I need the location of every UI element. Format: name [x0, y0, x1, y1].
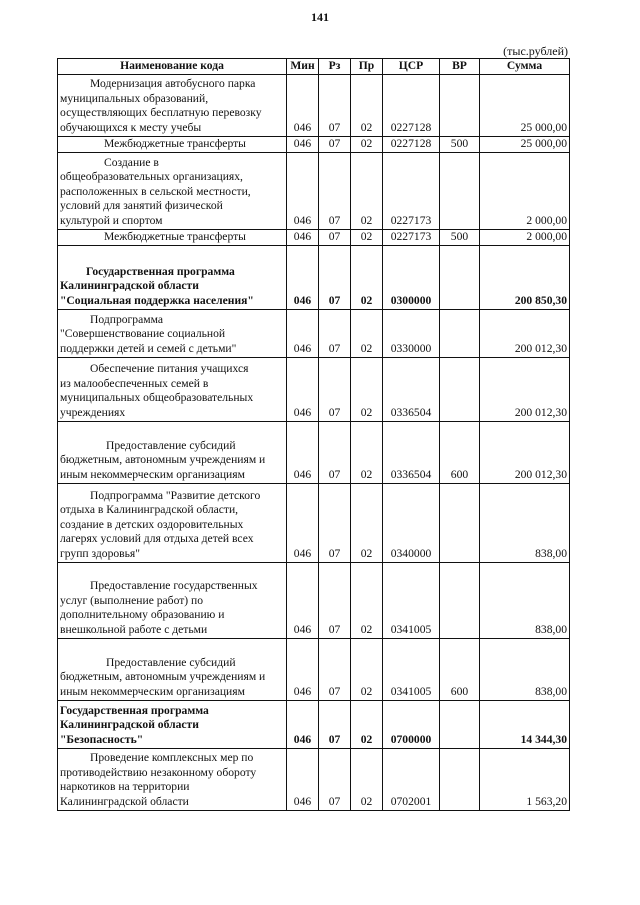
row-name-text: Межбюджетные трансферты	[104, 137, 246, 150]
row-min: 046	[287, 136, 319, 152]
row-name	[58, 245, 287, 309]
row-name-text: Предоставление государственных услуг (выполнение работ) по дополнительному образованию и внешкольной работе с детьми	[60, 579, 258, 636]
row-sum: 838,00	[480, 483, 570, 562]
header-min: Мин	[287, 59, 319, 75]
row-csr: 0227128	[383, 74, 440, 136]
row-vr	[440, 245, 480, 309]
row-name-text: Государственная программа Калининградской области "Безопасность"	[60, 703, 209, 746]
header-name: Наименование кода	[58, 59, 287, 75]
row-pr: 02	[351, 136, 383, 152]
row-vr	[440, 748, 480, 810]
page-number: 141	[311, 10, 329, 24]
table-row	[58, 245, 570, 309]
row-min: 046	[287, 357, 319, 421]
row-name	[58, 74, 287, 136]
row-name-text: Обеспечение питания учащихся из малообеспеченных семей в муниципальных общеобразовательных учреждениях	[60, 362, 254, 419]
row-name-text: Государственная программа Калининградской области "Социальная поддержка населения"	[60, 264, 254, 307]
row-rz: 07	[319, 638, 351, 700]
row-min: 046	[287, 638, 319, 700]
row-name	[58, 638, 287, 700]
row-rz: 07	[319, 421, 351, 483]
row-csr: 0330000	[383, 309, 440, 357]
row-name-text: Подпрограмма "Совершенствование социальной поддержки детей и семей с детьми"	[60, 312, 237, 355]
table-row	[58, 309, 570, 357]
row-vr	[440, 357, 480, 421]
row-name	[58, 357, 287, 421]
row-csr: 0227128	[383, 136, 440, 152]
row-name	[58, 562, 287, 638]
row-vr: 500	[440, 136, 480, 152]
row-rz: 07	[319, 700, 351, 748]
row-csr: 0340000	[383, 483, 440, 562]
row-pr: 02	[351, 152, 383, 229]
row-vr	[440, 74, 480, 136]
table-row	[58, 562, 570, 638]
row-pr: 02	[351, 357, 383, 421]
row-name	[58, 748, 287, 810]
row-pr: 02	[351, 245, 383, 309]
row-pr: 02	[351, 483, 383, 562]
row-name	[58, 136, 287, 152]
units-label: (тыс.рублей)	[503, 44, 568, 58]
row-name-text: Подпрограмма "Развитие детского отдыха в Калининградской области, создание в детских оздоровительных лагерях условий для отдыха детей всех групп здоровья"	[60, 488, 261, 560]
budget-table	[57, 58, 570, 811]
row-csr: 0336504	[383, 357, 440, 421]
row-sum: 14 344,30	[480, 700, 570, 748]
row-pr: 02	[351, 74, 383, 136]
row-min: 046	[287, 309, 319, 357]
row-name-text: Межбюджетные трансферты	[104, 230, 246, 243]
row-csr: 0702001	[383, 748, 440, 810]
row-pr: 02	[351, 229, 383, 245]
row-pr: 02	[351, 700, 383, 748]
table-row	[58, 74, 570, 136]
row-csr: 0341005	[383, 562, 440, 638]
row-name-text: Предоставление субсидий бюджетным, автономным учреждениям и иным некоммерческим организациям	[60, 655, 266, 698]
row-rz: 07	[319, 748, 351, 810]
table-row	[58, 136, 570, 152]
row-csr: 0227173	[383, 152, 440, 229]
table-body	[58, 74, 570, 810]
table-row	[58, 357, 570, 421]
table-row	[58, 229, 570, 245]
row-sum: 25 000,00	[480, 74, 570, 136]
row-pr: 02	[351, 562, 383, 638]
row-name-text: Проведение комплексных мер по противодействию незаконному обороту наркотиков на территории Калининградской области	[60, 751, 257, 808]
row-sum: 200 012,30	[480, 421, 570, 483]
row-csr: 0341005	[383, 638, 440, 700]
row-vr	[440, 309, 480, 357]
row-vr	[440, 483, 480, 562]
row-rz: 07	[319, 309, 351, 357]
table-row	[58, 748, 570, 810]
row-name	[58, 483, 287, 562]
row-pr: 02	[351, 638, 383, 700]
row-min: 046	[287, 245, 319, 309]
table-row	[58, 421, 570, 483]
row-rz: 07	[319, 74, 351, 136]
row-vr	[440, 562, 480, 638]
row-csr: 0300000	[383, 245, 440, 309]
table-header-row	[58, 59, 570, 75]
table-row	[58, 483, 570, 562]
table-row	[58, 638, 570, 700]
row-vr	[440, 152, 480, 229]
row-name	[58, 229, 287, 245]
table-row	[58, 700, 570, 748]
row-csr: 0336504	[383, 421, 440, 483]
table-row	[58, 152, 570, 229]
row-min: 046	[287, 421, 319, 483]
row-sum: 25 000,00	[480, 136, 570, 152]
row-min: 046	[287, 74, 319, 136]
row-rz: 07	[319, 152, 351, 229]
row-sum: 838,00	[480, 638, 570, 700]
row-sum: 200 850,30	[480, 245, 570, 309]
row-min: 046	[287, 229, 319, 245]
row-min: 046	[287, 483, 319, 562]
row-rz: 07	[319, 357, 351, 421]
header-csr: ЦСР	[383, 59, 440, 75]
header-rz: Рз	[319, 59, 351, 75]
row-rz: 07	[319, 562, 351, 638]
row-name	[58, 700, 287, 748]
row-vr: 600	[440, 421, 480, 483]
row-sum: 1 563,20	[480, 748, 570, 810]
header-sum: Сумма	[480, 59, 570, 75]
row-sum: 2 000,00	[480, 229, 570, 245]
row-min: 046	[287, 152, 319, 229]
row-vr	[440, 700, 480, 748]
row-rz: 07	[319, 245, 351, 309]
row-sum: 200 012,30	[480, 357, 570, 421]
row-rz: 07	[319, 136, 351, 152]
row-sum: 2 000,00	[480, 152, 570, 229]
row-name-text: Предоставление субсидий бюджетным, автономным учреждениям и иным некоммерческим организациям	[60, 438, 266, 481]
row-name	[58, 309, 287, 357]
row-rz: 07	[319, 229, 351, 245]
row-name	[58, 421, 287, 483]
row-vr: 600	[440, 638, 480, 700]
row-min: 046	[287, 748, 319, 810]
row-pr: 02	[351, 421, 383, 483]
row-csr: 0700000	[383, 700, 440, 748]
row-sum: 838,00	[480, 562, 570, 638]
header-pr: Пр	[351, 59, 383, 75]
row-csr: 0227173	[383, 229, 440, 245]
row-pr: 02	[351, 748, 383, 810]
row-name-text: Создание в общеобразовательных организациях, расположенных в сельской местности, условий для занятий физической культурой и спортом	[60, 155, 251, 227]
row-sum: 200 012,30	[480, 309, 570, 357]
row-rz: 07	[319, 483, 351, 562]
row-min: 046	[287, 700, 319, 748]
row-pr: 02	[351, 309, 383, 357]
row-vr: 500	[440, 229, 480, 245]
header-vr: ВР	[440, 59, 480, 75]
row-name-text: Модернизация автобусного парка муниципальных образований, осуществляющих бесплатную перевозку обучающихся к месту учебы	[60, 77, 262, 134]
row-min: 046	[287, 562, 319, 638]
row-name	[58, 152, 287, 229]
